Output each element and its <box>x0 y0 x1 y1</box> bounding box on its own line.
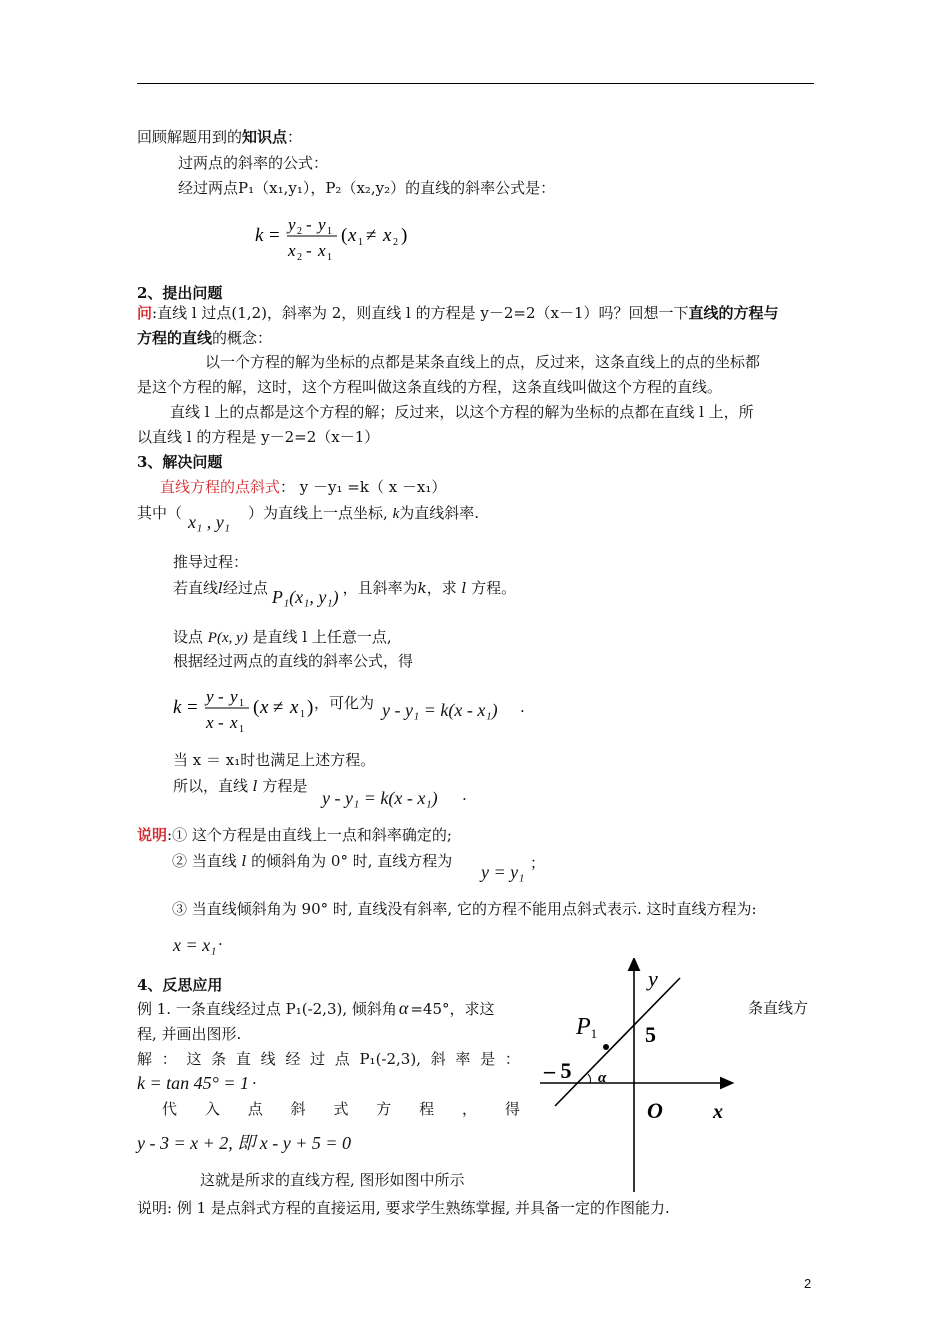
svg-text:y: y <box>318 215 326 234</box>
note-2-equation: y = y₁ <box>481 862 525 882</box>
svg-text:2: 2 <box>297 252 302 263</box>
svg-text:x: x <box>288 241 296 260</box>
section4-heading: 4、反思应用 <box>137 976 223 994</box>
svg-text:k: k <box>173 697 182 718</box>
can-be-rewritten: ，可化为 <box>314 694 375 712</box>
note-3-equation: x = x₁ <box>173 935 217 955</box>
svg-text:y: y <box>206 687 214 706</box>
svg-text:1: 1 <box>327 226 332 237</box>
svg-text:-: - <box>306 241 312 260</box>
final-dot: . <box>462 786 467 804</box>
where-line: 其中（ x₁ , y₁ ）为直线上一点坐标, k为直线斜率. <box>137 504 480 532</box>
svg-text:=: = <box>269 225 280 246</box>
section2-para2b: 以直线 l 的方程是 y－2=2（x－1） <box>137 428 380 446</box>
section2-para1a: 以一个方程的解为坐标的点都是某条直线上的点，反过来，这条直线上的点的坐标都 <box>205 353 761 371</box>
note-2-end: ； <box>530 854 546 872</box>
y-axis-label: y <box>648 966 658 991</box>
p1-label: P1 <box>576 1014 598 1041</box>
svg-text:1: 1 <box>239 698 244 709</box>
graph-line <box>555 978 680 1106</box>
derivation-set-point: 设点 P(x, y) 是直线 l 上任意一点, <box>173 628 392 646</box>
rearranged-formula: y - y₁ = k(x - x₁) <box>382 700 498 720</box>
solution-slope: k = tan 45° = 1 <box>137 1073 249 1093</box>
solution-line: 解 ： 这 条 直 线 经 过 点 P₁(-2,3), 斜 率 是 ： <box>137 1050 520 1068</box>
result-line: 这就是所求的直线方程, 图形如图中所示 <box>200 1171 465 1189</box>
svg-text:(: ( <box>253 697 260 718</box>
so-line-equation: 所以，直线 l 方程是 <box>173 777 308 795</box>
section2-question-cont: 方程的直线的概念： <box>137 329 273 347</box>
section2-question: 问:直线 l 过点(1,2)，斜率为 2，则直线 l 的方程是 y－2=2（x－1）吗？回想一下直线的方程与 <box>137 304 779 322</box>
svg-text:x: x <box>348 225 357 246</box>
header-rule <box>137 83 814 84</box>
svg-text:y: y <box>288 215 296 234</box>
note-1: 说明:① 这个方程是由直线上一点和斜率确定的; <box>137 826 452 844</box>
svg-text:-: - <box>218 687 224 706</box>
review-heading: 回顾解题用到的知识点： <box>137 128 303 146</box>
remark-line: 说明: 例 1 是点斜式方程的直接运用, 要求学生熟练掌握, 并具备一定的作图能力. <box>137 1199 670 1217</box>
section2-para2a: 直线 l 上的点都是这个方程的解；反过来，以这个方程的解为坐标的点都在直线 l 上，所 <box>170 403 754 421</box>
origin-label: O <box>647 1098 663 1123</box>
example1-line1: 例 1. 一条直线经过点 P₁(-2,3), 倾斜角 α =45°，求这 <box>137 998 495 1018</box>
svg-text:1: 1 <box>239 724 244 735</box>
alpha-label: α <box>598 1070 607 1086</box>
note-3-dot: . <box>218 931 223 949</box>
svg-text:x: x <box>230 713 238 732</box>
example1-line1-end: 条直线方 <box>748 999 809 1017</box>
svg-text:-: - <box>218 713 224 732</box>
section2-heading: 2、提出问题 <box>137 284 223 302</box>
x-tick-minus-5: – 5 <box>544 1058 572 1083</box>
svg-text:1: 1 <box>300 709 305 720</box>
svg-text:1: 1 <box>358 237 363 248</box>
final-point-slope-formula: y - y₁ = k(x - x₁) <box>322 788 438 808</box>
example-graph <box>530 958 745 1198</box>
svg-text:2: 2 <box>393 237 398 248</box>
svg-text:x: x <box>290 697 299 718</box>
derivation-title: 推导过程： <box>173 553 249 571</box>
svg-text:x: x <box>206 713 214 732</box>
svg-text:y: y <box>230 687 238 706</box>
svg-text:x: x <box>383 225 392 246</box>
substitute-equation: y - 3 = x + 2, 即 x - y + 5 = 0 <box>137 1133 352 1153</box>
point-p1 <box>603 1044 609 1050</box>
rearranged-dot: . <box>520 698 525 716</box>
svg-text:x: x <box>318 241 326 260</box>
section2-para1b: 是这个方程的解，这时，这个方程叫做这条直线的方程，这条直线叫做这个方程的直线。 <box>137 378 723 396</box>
svg-text:1: 1 <box>327 252 332 263</box>
svg-text:=: = <box>187 697 198 718</box>
svg-text:x: x <box>260 697 269 718</box>
svg-text:k: k <box>255 225 264 246</box>
svg-text:≠: ≠ <box>366 225 377 246</box>
review-line1: 过两点的斜率的公式： <box>178 154 329 172</box>
substitute-line: 代 入 点 斜 式 方 程 ， 得 <box>162 1100 520 1118</box>
point-slope-definition: 直线方程的点斜式： y －y₁ =k（ x －x₁） <box>160 478 447 496</box>
angle-arc <box>588 1074 590 1083</box>
svg-text:-: - <box>306 215 312 234</box>
review-line2: 经过两点P₁（x₁,y₁），P₂（x₂,y₂）的直线的斜率公式是： <box>178 179 556 197</box>
slope-formula-two-points <box>255 208 435 266</box>
svg-text:): ) <box>307 697 314 718</box>
svg-text:): ) <box>401 225 408 246</box>
note-2: ② 当直线 l 的倾斜角为 0° 时, 直线方程为 <box>172 852 453 870</box>
svg-text:(: ( <box>341 225 348 246</box>
solution-slope-dot: . <box>252 1070 257 1088</box>
svg-text:≠: ≠ <box>273 697 284 718</box>
x-axis-label: x <box>713 1101 723 1123</box>
svg-text:2: 2 <box>297 226 302 237</box>
when-x-equals: 当 x ＝ x₁时也满足上述方程。 <box>173 751 376 769</box>
y-tick-5: 5 <box>645 1022 656 1047</box>
section3-heading: 3、解决问题 <box>137 453 223 471</box>
page-number: 2 <box>804 1276 812 1291</box>
derivation-if: 若直线l经过点 P₁(x₁, y₁) ，且斜率为k，求 l 方程。 <box>173 579 517 607</box>
derivation-basis: 根据经过两点的直线的斜率公式，得 <box>173 652 414 670</box>
note-3: ③ 当直线倾斜角为 90° 时, 直线没有斜率, 它的方程不能用点斜式表示. 这时直线方程为: <box>172 900 757 918</box>
example1-line2: 程, 并画出图形. <box>137 1025 242 1043</box>
